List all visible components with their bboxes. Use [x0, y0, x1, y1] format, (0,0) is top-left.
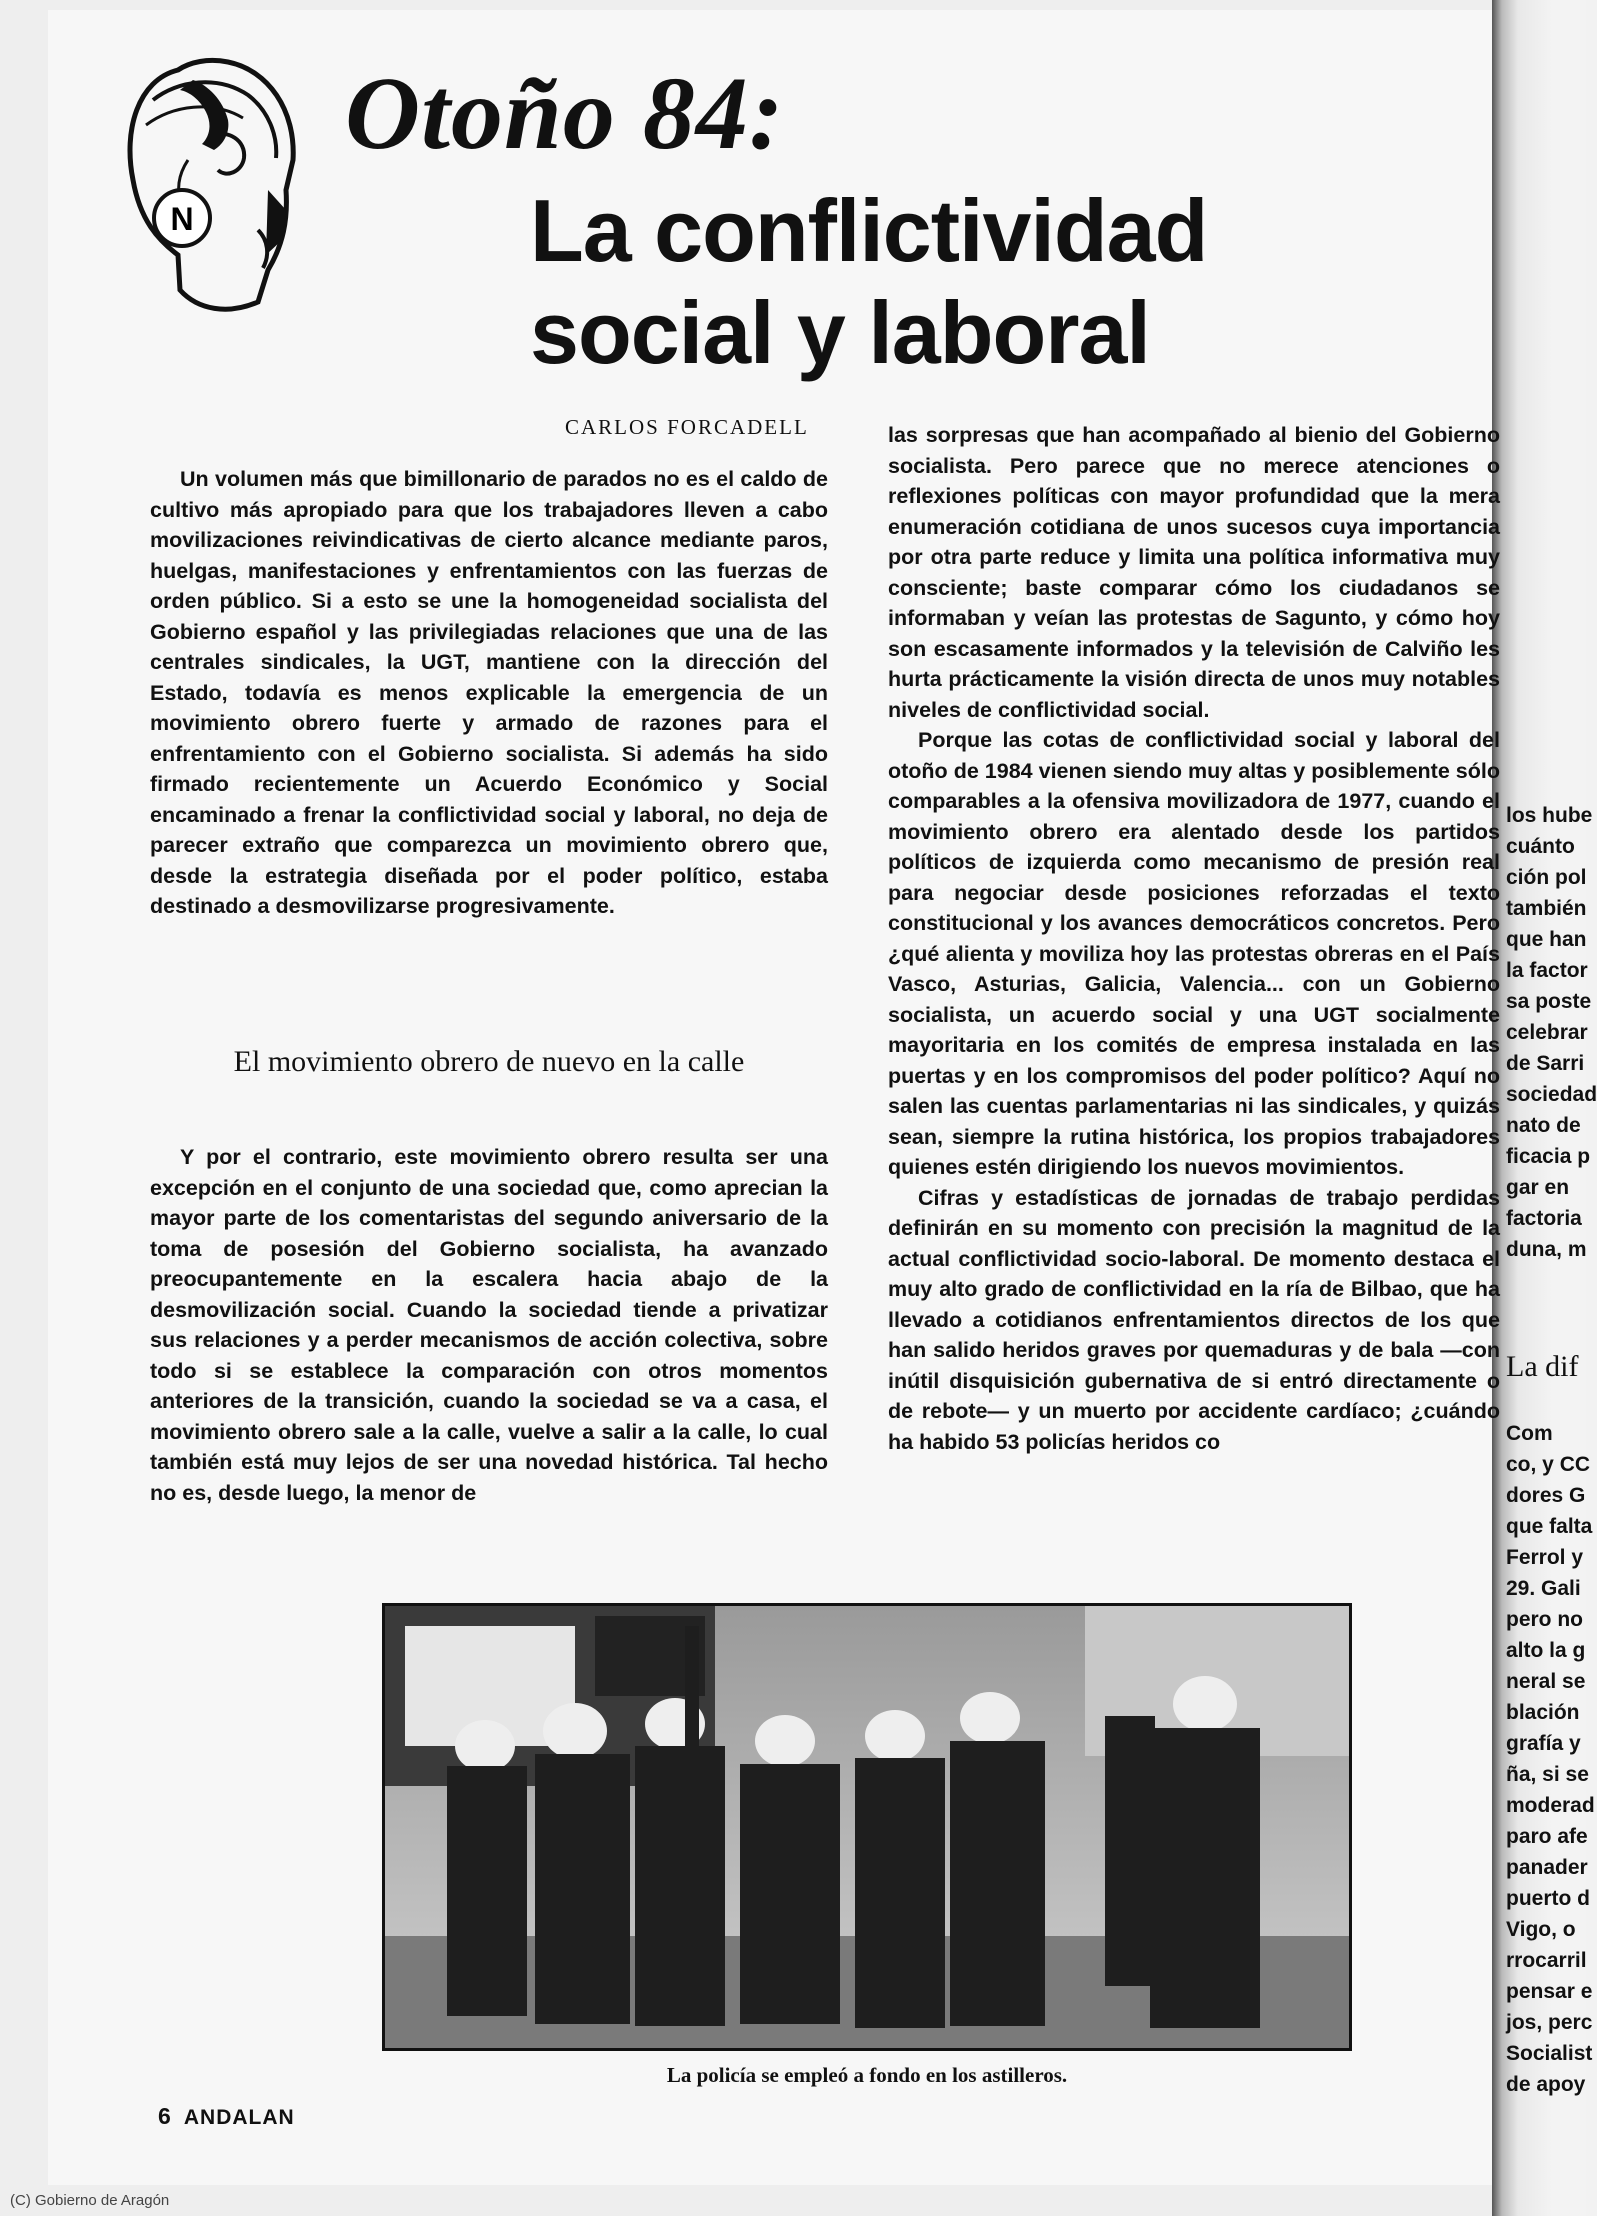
- page-folio: [158, 2103, 295, 2130]
- adjacent-column-line: sa poste: [1506, 990, 1592, 1013]
- right-paragraph-3: Cifras y estadísticas de jornadas de trabajo perdidas definirán en su momento con precisión la magnitud de la actual conflictividad socio-laboral. De momento destaca el muy alto grado de conflictividad en la ría de Bilbao, que ha llevado a cotidianos enfrentamientos directos de los que han salido heridos graves por quemaduras y de bala —con inútil disquisición gubernativa de si entró directamente o de rebote— y un muerto por accidente cardíaco; ¿cuándo ha habido 53 policías heridos co: [888, 1185, 1500, 1454]
- adjacent-column-line: que han: [1506, 928, 1587, 951]
- adjacent-column-2-line: dores G: [1506, 1484, 1586, 1507]
- adjacent-column-2-line: puerto d: [1506, 1887, 1590, 1910]
- headline-kicker: Otoño 84:: [345, 56, 785, 171]
- photo-caption: La policía se empleó a fondo en los astilleros.: [666, 2063, 1068, 2087]
- adjacent-column-2-line: Com: [1506, 1422, 1553, 1445]
- adjacent-column-line: la factor: [1506, 959, 1588, 982]
- adjacent-column-2-line: pensar e: [1506, 1980, 1593, 2003]
- adjacent-column-fragment: [1506, 800, 1597, 1265]
- adjacent-column-2-line: 29. Gali: [1506, 1577, 1581, 1600]
- adjacent-column-2-line: Socialist: [1506, 2042, 1593, 2065]
- adjacent-column-2-line: grafía y: [1506, 1732, 1581, 1755]
- adjacent-column-2-line: alto la g: [1506, 1639, 1586, 1662]
- left-column-top: [150, 464, 828, 922]
- headline-line-2: social y laboral: [530, 283, 1150, 382]
- adjacent-column-2-line: paro afe: [1506, 1825, 1588, 1848]
- adjacent-column-2-line: de apoy: [1506, 2073, 1586, 2096]
- adjacent-column-line: nato de: [1506, 1114, 1581, 1137]
- adjacent-column-line: cuánto: [1506, 835, 1575, 858]
- adjacent-column-line: los hube: [1506, 804, 1593, 827]
- headline-line-1: La conflictividad: [530, 181, 1208, 280]
- right-paragraph-1: las sorpresas que han acompañado al bienio del Gobierno socialista. Pero parece que no merece atenciones o reflexiones políticas con mayor profundidad que la mera enumeración cotidiana de unos sucesos cuya importancia por otra parte reduce y limita una política informativa muy consciente; baste comparar cómo los ciudadanos se informaban y veían las protestas de Sagunto, y cómo hoy son escasamente informados y la televisión de Calviño les hurta prácticamente la visión directa de unos muy notables niveles de conflictividad social.: [888, 423, 1500, 722]
- adjacent-column-line: celebrar: [1506, 1021, 1588, 1044]
- adjacent-column-2-line: Vigo, o: [1506, 1918, 1576, 1941]
- news-photo: [382, 1603, 1352, 2051]
- adjacent-column-line: duna, m: [1506, 1238, 1587, 1261]
- left-paragraph-2: Y por el contrario, este movimiento obrero resulta ser una excepción en el conjunto de una sociedad que, como aprecian la mayor parte de los comentaristas del segundo aniversario de la toma de posesión del Gobierno socialista, ha avanzado preocupantemente en la escalera hacia abajo de la desmovilización social. Cuando la sociedad tiende a privatizar sus relaciones y a perder mecanismos de acción colectiva, sobre todo si se establece la comparación con otros momentos anteriores de la transición, cuando la sociedad se va a casa, el movimiento obrero sale a la calle, vuelve a salir a la calle, lo cual también está muy lejos de ser una novedad histórica. Tal hecho no es, desde luego, la menor de: [150, 1145, 828, 1505]
- adjacent-column-2-line: neral se: [1506, 1670, 1586, 1693]
- left-paragraph-1: Un volumen más que bimillonario de parados no es el caldo de cultivo más apropiado para que los trabajadores lleven a cabo movilizaciones reivindicativas de cierto alcance mediante paros, huelgas, manifestaciones y enfrentamientos con las fuerzas de orden público. Si a esto se une la homogeneidad socialista del Gobierno español y las privilegiadas relaciones que una de las centrales sindicales, la UGT, mantiene con la dirección del Estado, todavía es menos explicable la emergencia de un movimiento obrero fuerte y armado de razones para el enfrentamiento con el Gobierno socialista. Si además ha sido firmado recientemente un Acuerdo Económico y Social encaminado a frenar la conflictividad social y laboral, no deja de parecer extraño que comparezca un movimiento obrero que, desde la estrategia diseñada por el poder político, estaba destinado a desmovilizarse progresivamente.: [150, 467, 828, 918]
- left-column-bottom: [150, 1142, 828, 1508]
- adjacent-column-line: gar en: [1506, 1176, 1570, 1199]
- right-column: [888, 420, 1500, 1580]
- article-byline: CARLOS FORCADELL: [565, 415, 809, 439]
- adjacent-column-2-line: pero no: [1506, 1608, 1583, 1631]
- adjacent-column-2-line: jos, perc: [1506, 2011, 1593, 2034]
- logo-letter: N: [170, 201, 194, 237]
- adjacent-column-line: sociedad: [1506, 1083, 1597, 1106]
- adjacent-column-line: ción pol: [1506, 866, 1587, 889]
- adjacent-column-line: factoria: [1506, 1207, 1582, 1230]
- adjacent-column-line: también: [1506, 897, 1587, 920]
- publication-name: ANDALAN: [183, 2106, 295, 2129]
- right-paragraph-2: Porque las cotas de conflictividad social y laboral del otoño de 1984 vienen siendo muy altas y posiblemente sólo comparables a la ofensiva movilizadora de 1977, cuando el movimiento obrero era alentado desde los partidos políticos de izquierda como mecanismo de presión real para negociar desde posiciones reforzadas el texto constitucional y los avances democráticos concretos. Pero ¿qué alienta y moviliza hoy las protestas obreras en el País Vasco, Asturias, Galicia, Valencia... con un Gobierno socialista, un acuerdo social y una UGT socialmente mayoritaria en los comités de empresa instalada en las puertas y en los compromisos del poder político? Aquí no salen las cuentas parlamentarias ni las sindicales, y quizás sean, siempre la rutina histórica, los propios trabajadores quienes estén dirigiendo los nuevos movimientos.: [888, 728, 1500, 1179]
- adjacent-column-line: ficacia p: [1506, 1145, 1591, 1168]
- page-number: 6: [158, 2103, 172, 2129]
- article-subheading: El movimiento obrero de nuevo en la calle: [233, 1045, 745, 1078]
- adjacent-column-2-line: panader: [1506, 1856, 1588, 1879]
- copyright-footer: (C) Gobierno de Aragón: [10, 2192, 170, 2209]
- adjacent-column-2-line: rrocarril: [1506, 1949, 1587, 1972]
- section-logo-icon: [118, 40, 298, 330]
- adjacent-column-2-line: moderad: [1506, 1794, 1595, 1817]
- adjacent-column-fragment-2: [1506, 1418, 1595, 2100]
- photo-illustration: [385, 1606, 1349, 2048]
- adjacent-column-2-line: co, y CC: [1506, 1453, 1591, 1476]
- article-headline: [530, 180, 1290, 384]
- adjacent-column-2-line: Ferrol y: [1506, 1546, 1584, 1569]
- adjacent-column-line: de Sarri: [1506, 1052, 1585, 1075]
- adjacent-column-2-line: que falta: [1506, 1515, 1593, 1538]
- adjacent-column-2-line: ña, si se: [1506, 1763, 1589, 1786]
- adjacent-subheading: La dif: [1506, 1350, 1579, 1383]
- adjacent-column-2-line: blación: [1506, 1701, 1580, 1724]
